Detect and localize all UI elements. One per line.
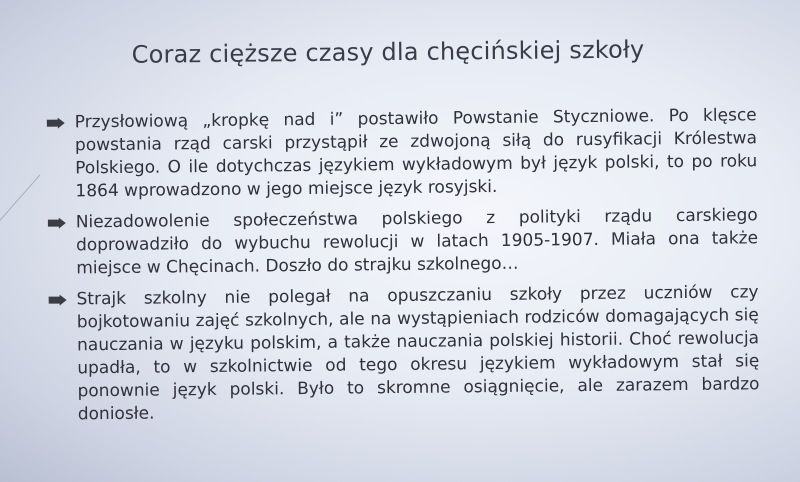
bullet-text: Niezadowolenie społeczeństwa polskiego z polityki rządu carskiego doprowadziło do wybuchu rewolucji w latach 1905-1907. Miała ona także miejsce w Chęcinach. Doszło do strajku szkolnego… — [75, 205, 759, 279]
slide-title: Coraz cięższe czasy dla chęcińskiej szkoły — [131, 35, 645, 69]
bullet-text: Strajk szkolny nie polegał na opuszczaniu szkoły przez uczniów czy bojkotowaniu zajęć szkolnych, ale na wystąpieniach rodziców domagających się nauczania w języku polskim, a także nauczania polskiej historii. Choć rewolucja upadła, to w szkolnictwie od tego okresu językiem wykładowym stał się ponownie język polski. Było to skromne osiągnięcie, ale zarazem bardzo doniosłe. — [76, 282, 760, 425]
arrow-bullet-icon — [49, 294, 67, 305]
arrow-bullet-icon — [48, 217, 66, 228]
bullet-text: Przysłowiową „kropkę nad i” postawiło Powstanie Styczniowe. Po klęsce powstania rząd carski przystąpił ze zdwojoną siłą do rusyfikacji Królestwa Polskiego. O ile dotychczas językiem wykładowym był język polski, to po roku 1864 wprowadzono w jego miejsce język rosyjski. — [74, 105, 758, 202]
bullet-list — [47, 104, 760, 434]
bullet-item — [48, 204, 759, 280]
bullet-item — [48, 281, 759, 426]
arrow-bullet-icon — [47, 118, 65, 129]
decorative-line — [0, 175, 40, 266]
bullet-item — [47, 104, 758, 203]
